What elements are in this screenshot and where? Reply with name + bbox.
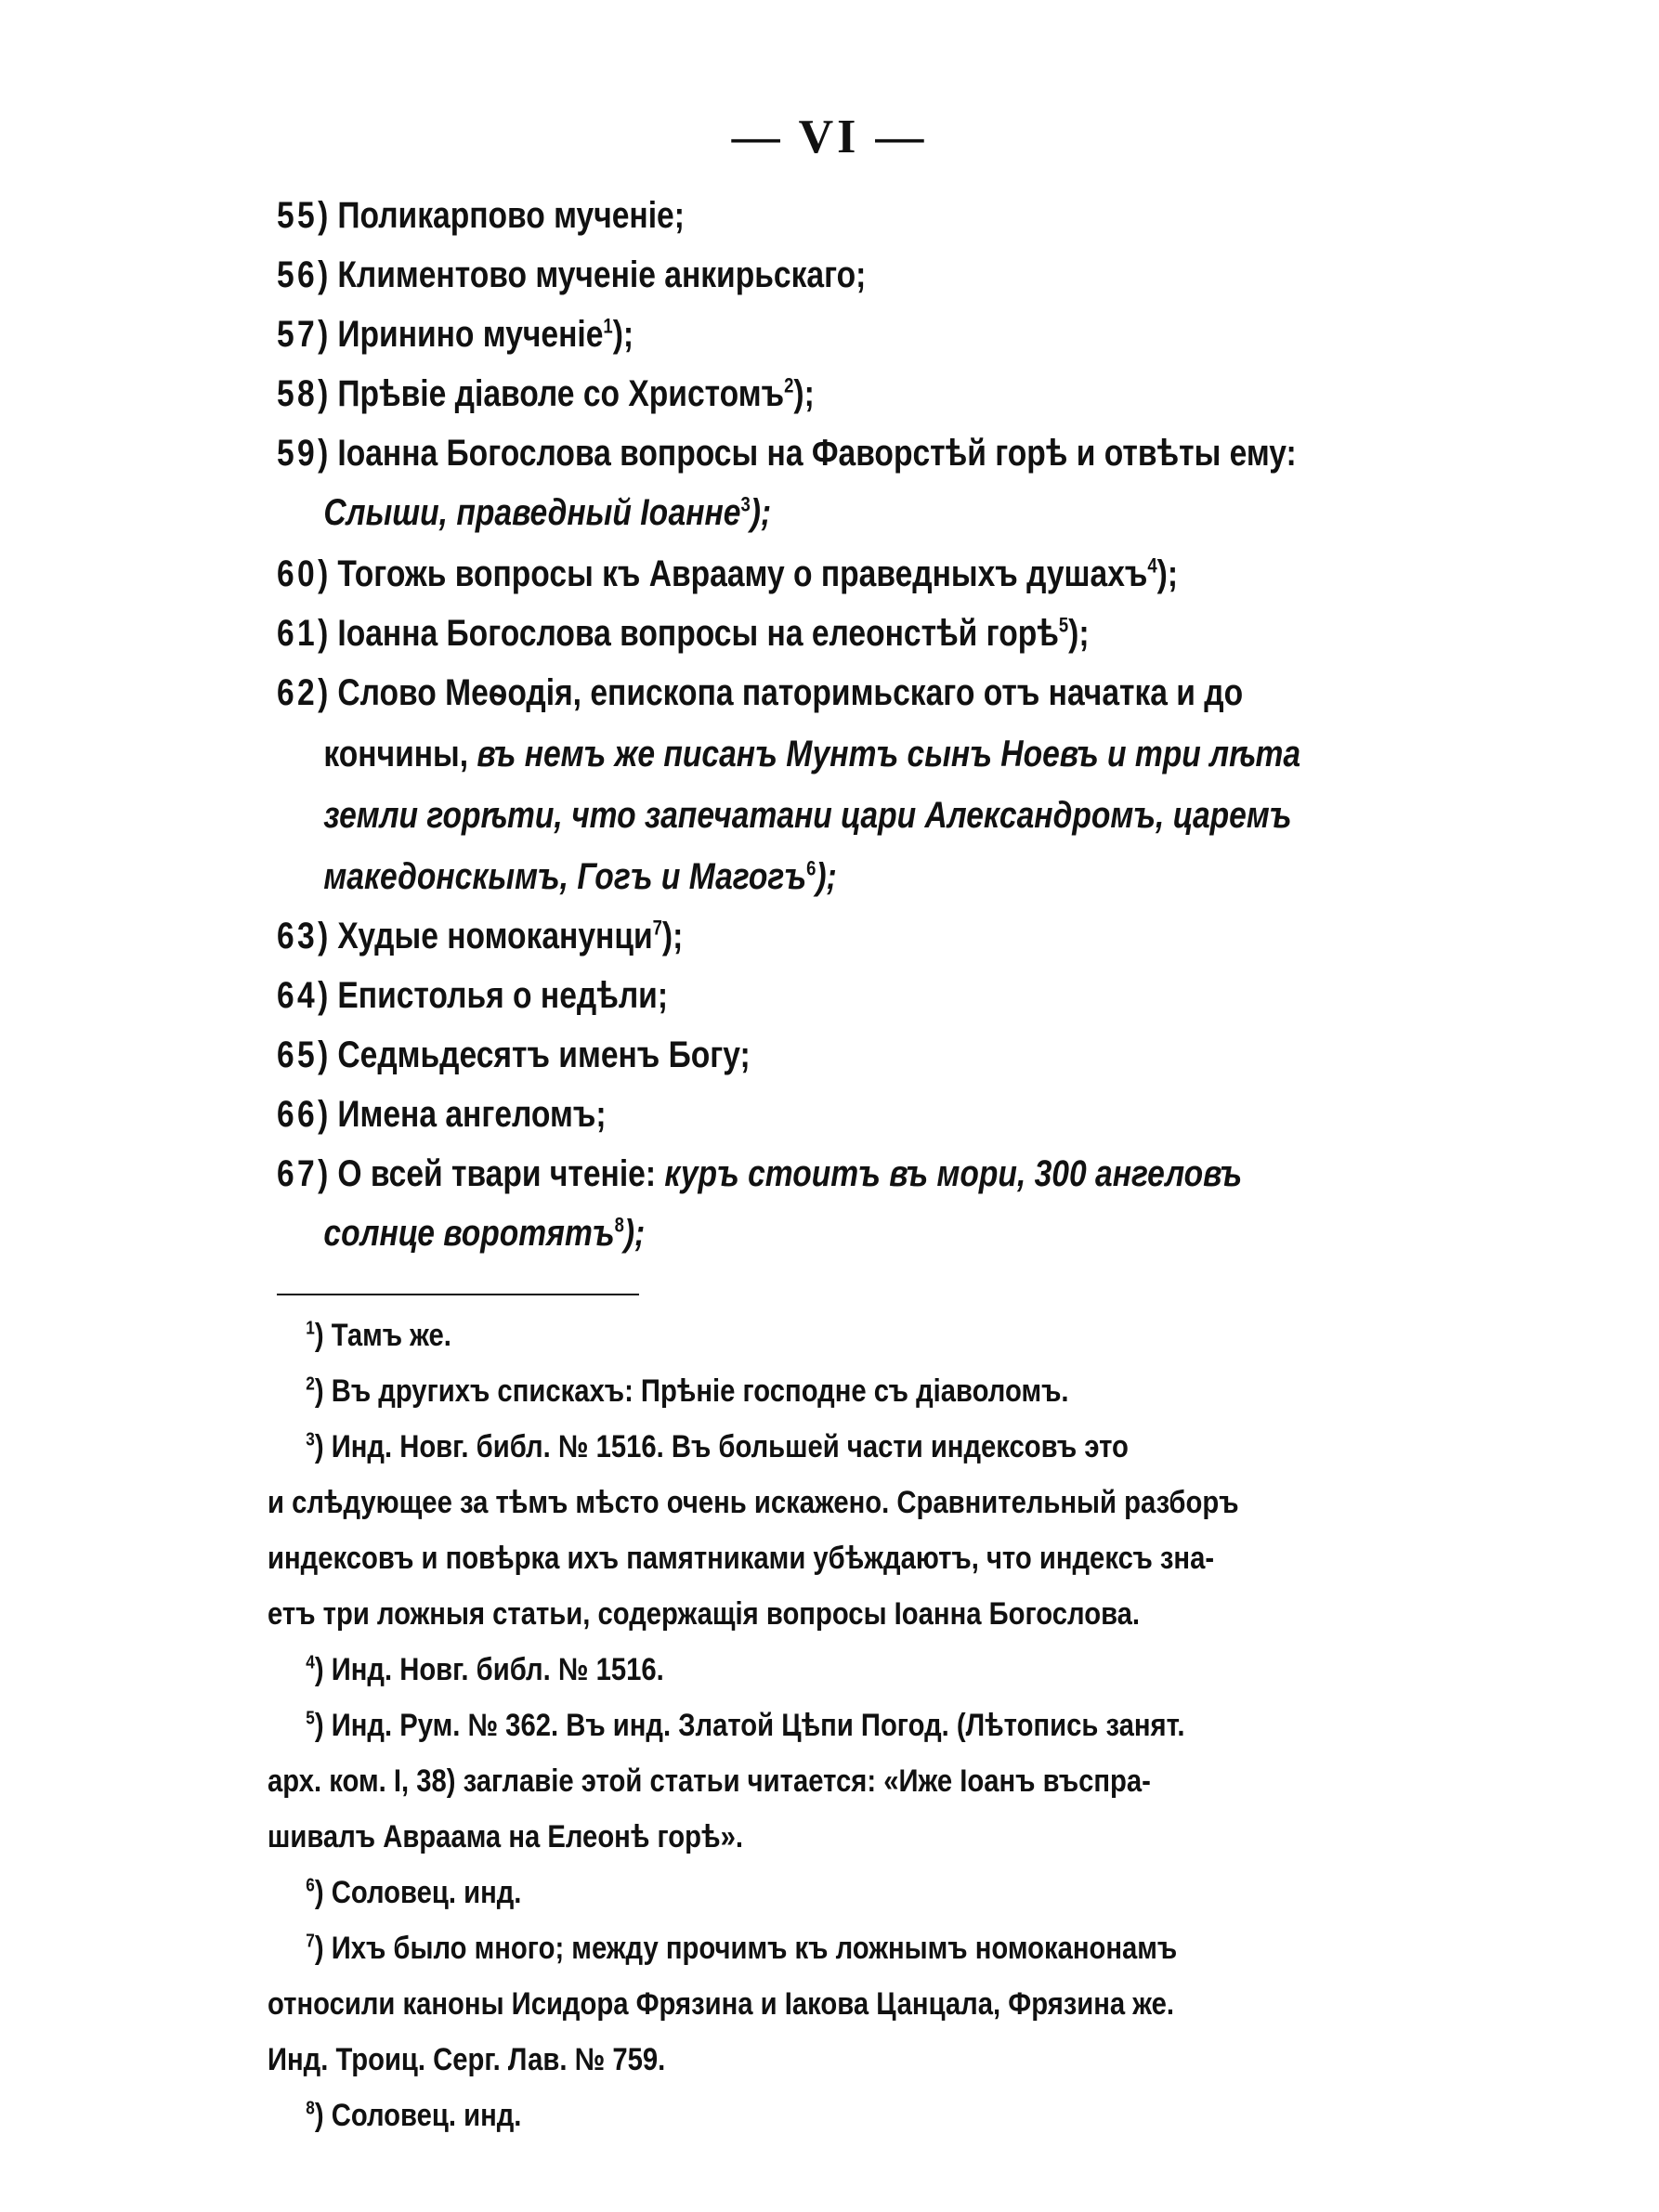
entry-number: 65): [277, 1034, 332, 1075]
entry-text: Климентово мученіе анкирьскаго;: [337, 254, 867, 295]
footnote-ref: 2: [784, 373, 794, 397]
entry-text: Тогожь вопросы къ Аврааму о праведныхъ душахъ: [337, 553, 1148, 594]
footnote-7: $^7$) Ихъ было много; между прочимъ къ ложнымъ номоканонамъ: [306, 1931, 1178, 1966]
footnote-7-line: Инд. Троиц. Серг. Лав. № 759.: [268, 2042, 666, 2077]
entry-text: Іоанна Богослова вопросы на елеонстѣй горѣ: [337, 613, 1059, 654]
footnote-5-line: арх. ком. I, 38) заглавіе этой статьи читается: «Иже Іоанъ въспра-: [268, 1763, 1151, 1799]
footnote-4: $^4$) Инд. Новг. библ. № 1516.: [306, 1652, 664, 1687]
entry-end: );: [623, 1213, 646, 1254]
entry-italic: Слыши, праведный Іоанне: [323, 492, 741, 533]
entry-text: О всей твари чтеніе:: [337, 1153, 657, 1194]
footnotes: [268, 1308, 1419, 2143]
footnote-text: Ихъ было много; между прочимъ къ ложнымъ номоканонамъ: [331, 1931, 1178, 1966]
entry-text: Имена ангеломъ;: [337, 1094, 607, 1135]
footnote-8: $^8$) Соловец. инд.: [306, 2098, 522, 2133]
footnote-mark: 4: [306, 1652, 315, 1673]
entry-text: Епистолья о недѣли;: [337, 975, 669, 1016]
entry-67: [277, 1153, 1243, 1213]
entry-number: 57): [277, 314, 332, 355]
footnote-ref: 8: [614, 1213, 624, 1237]
footnote-ref: 3: [740, 492, 751, 516]
footnote-ref: 4: [1147, 553, 1157, 578]
entry-63: [277, 916, 1213, 975]
footnote-ref: 7: [652, 916, 662, 940]
footnote-3-line: и слѣдующее за тѣмъ мѣсто очень искажено. Сравнительный разборъ: [268, 1485, 1239, 1520]
footnote-rule: [277, 1294, 639, 1295]
entry-text: Поликарпово мученіе;: [337, 195, 685, 236]
entry-number: 59): [277, 433, 332, 474]
entry-number: 60): [277, 553, 332, 594]
entry-number: 62): [277, 672, 332, 713]
footnote-mark: 1: [306, 1318, 315, 1339]
entry-text: Слово Меѳодія, епископа паторимьскаго отъ начатка и до: [337, 672, 1244, 713]
footnote-ref: 6: [806, 856, 816, 880]
entry-text: Іоанна Богослова вопросы на Фаворстѣй горѣ и отвѣты ему:: [337, 433, 1297, 474]
page-header: — VI —: [731, 111, 928, 163]
entry-number: 61): [277, 613, 332, 654]
footnote-mark: 7: [306, 1931, 315, 1952]
index-entries: [277, 195, 1391, 1272]
entry-62-continuation: [277, 795, 1292, 856]
footnote-3-line: етъ три ложныя статьи, содержащія вопросы Іоанна Богослова.: [268, 1596, 1141, 1632]
entry-text: Иринино мученіе: [337, 314, 604, 355]
entry-italic: куръ стоитъ въ мори, 300 ангеловъ: [656, 1153, 1243, 1194]
footnote-text: Въ другихъ спискахъ: Прѣніе господне съ діаволомъ.: [331, 1373, 1069, 1409]
footnote-text: Соловец. инд.: [331, 1875, 522, 1910]
footnote-5: $^5$) Инд. Рум. № 362. Въ инд. Златой Цѣпи Погод. (Лѣтопись занят.: [306, 1708, 1185, 1743]
entry-number: 66): [277, 1094, 332, 1135]
footnote-3-line: индексовъ и повѣрка ихъ памятниками убѣждаютъ, что индексъ зна-: [268, 1541, 1215, 1576]
footnote-text: Инд. Рум. № 362. Въ инд. Златой Цѣпи Погод. (Лѣтопись занят.: [331, 1708, 1185, 1743]
footnote-mark: 8: [306, 2098, 315, 2119]
entry-end: );: [612, 314, 634, 355]
entry-end: );: [816, 856, 837, 897]
entry-62: [277, 672, 1244, 734]
entry-59-continuation: [277, 492, 1213, 553]
footnote-3: $^3$) Инд. Новг. библ. № 1516. Въ большей части индексовъ это: [306, 1429, 1129, 1464]
entry-end: );: [661, 916, 684, 956]
entry-57: [277, 314, 1213, 373]
entry-67-continuation: [277, 1213, 1213, 1272]
entry-italic: македонскымъ, Гогъ и Магогъ: [323, 856, 807, 897]
entry-end: );: [750, 492, 772, 533]
footnote-ref: 5: [1058, 613, 1069, 637]
entry-number: 55): [277, 195, 332, 236]
entry-italic: въ немъ же писанъ Мунтъ сынъ Ноевъ и три лѣта: [468, 734, 1301, 774]
entry-italic: земли горѣти, что запечатани цари Александромъ, царемъ: [323, 795, 1292, 836]
entry-end: );: [793, 373, 815, 414]
entry-59: [277, 433, 1297, 492]
entry-61: [277, 613, 1213, 672]
entry-number: 63): [277, 916, 332, 956]
entry-italic: солнце воротятъ: [323, 1213, 615, 1254]
entry-62-continuation: [277, 734, 1301, 795]
entry-64: [277, 975, 1213, 1034]
footnote-2: $^2$) Въ другихъ спискахъ: Прѣніе господне съ діаволомъ.: [306, 1373, 1069, 1409]
footnote-text: Инд. Новг. библ. № 1516. Въ большей части индексовъ это: [331, 1429, 1129, 1464]
entry-58: [277, 373, 1213, 433]
entry-end: );: [1156, 553, 1179, 594]
entry-60: [277, 553, 1213, 613]
entry-number: 58): [277, 373, 332, 414]
footnote-5-line: шивалъ Авраама на Елеонѣ горѣ».: [268, 1819, 743, 1854]
footnote-mark: 6: [306, 1875, 315, 1896]
entry-55: [277, 195, 1213, 254]
footnote-text: Соловец. инд.: [331, 2098, 522, 2133]
footnote-7-line: относили каноны Исидора Фрязина и Іакова Цанцала, Фрязина же.: [268, 1986, 1175, 2022]
footnote-mark: 2: [306, 1373, 315, 1395]
entry-number: 67): [277, 1153, 332, 1194]
footnote-text: Тамъ же.: [331, 1318, 451, 1353]
entry-66: [277, 1094, 1213, 1153]
entry-text: Худые номоканунци: [337, 916, 653, 956]
footnote-6: $^6$) Соловец. инд.: [306, 1875, 522, 1910]
entry-text: Прѣвіе діаволе со Христомъ: [337, 373, 785, 414]
footnote-mark: 5: [306, 1708, 315, 1729]
entry-65: [277, 1034, 1213, 1094]
footnote-mark: 3: [306, 1429, 315, 1451]
entry-text: кончины,: [323, 734, 469, 774]
footnote-1: $^1$) Тамъ же.: [306, 1318, 451, 1353]
entry-62-continuation: [277, 856, 1213, 916]
entry-text: Седмьдесятъ именъ Богу;: [337, 1034, 751, 1075]
footnote-ref: 1: [603, 314, 613, 338]
entry-56: [277, 254, 1213, 314]
entry-number: 56): [277, 254, 332, 295]
entry-end: );: [1068, 613, 1090, 654]
entry-number: 64): [277, 975, 332, 1016]
footnote-text: Инд. Новг. библ. № 1516.: [331, 1652, 664, 1687]
